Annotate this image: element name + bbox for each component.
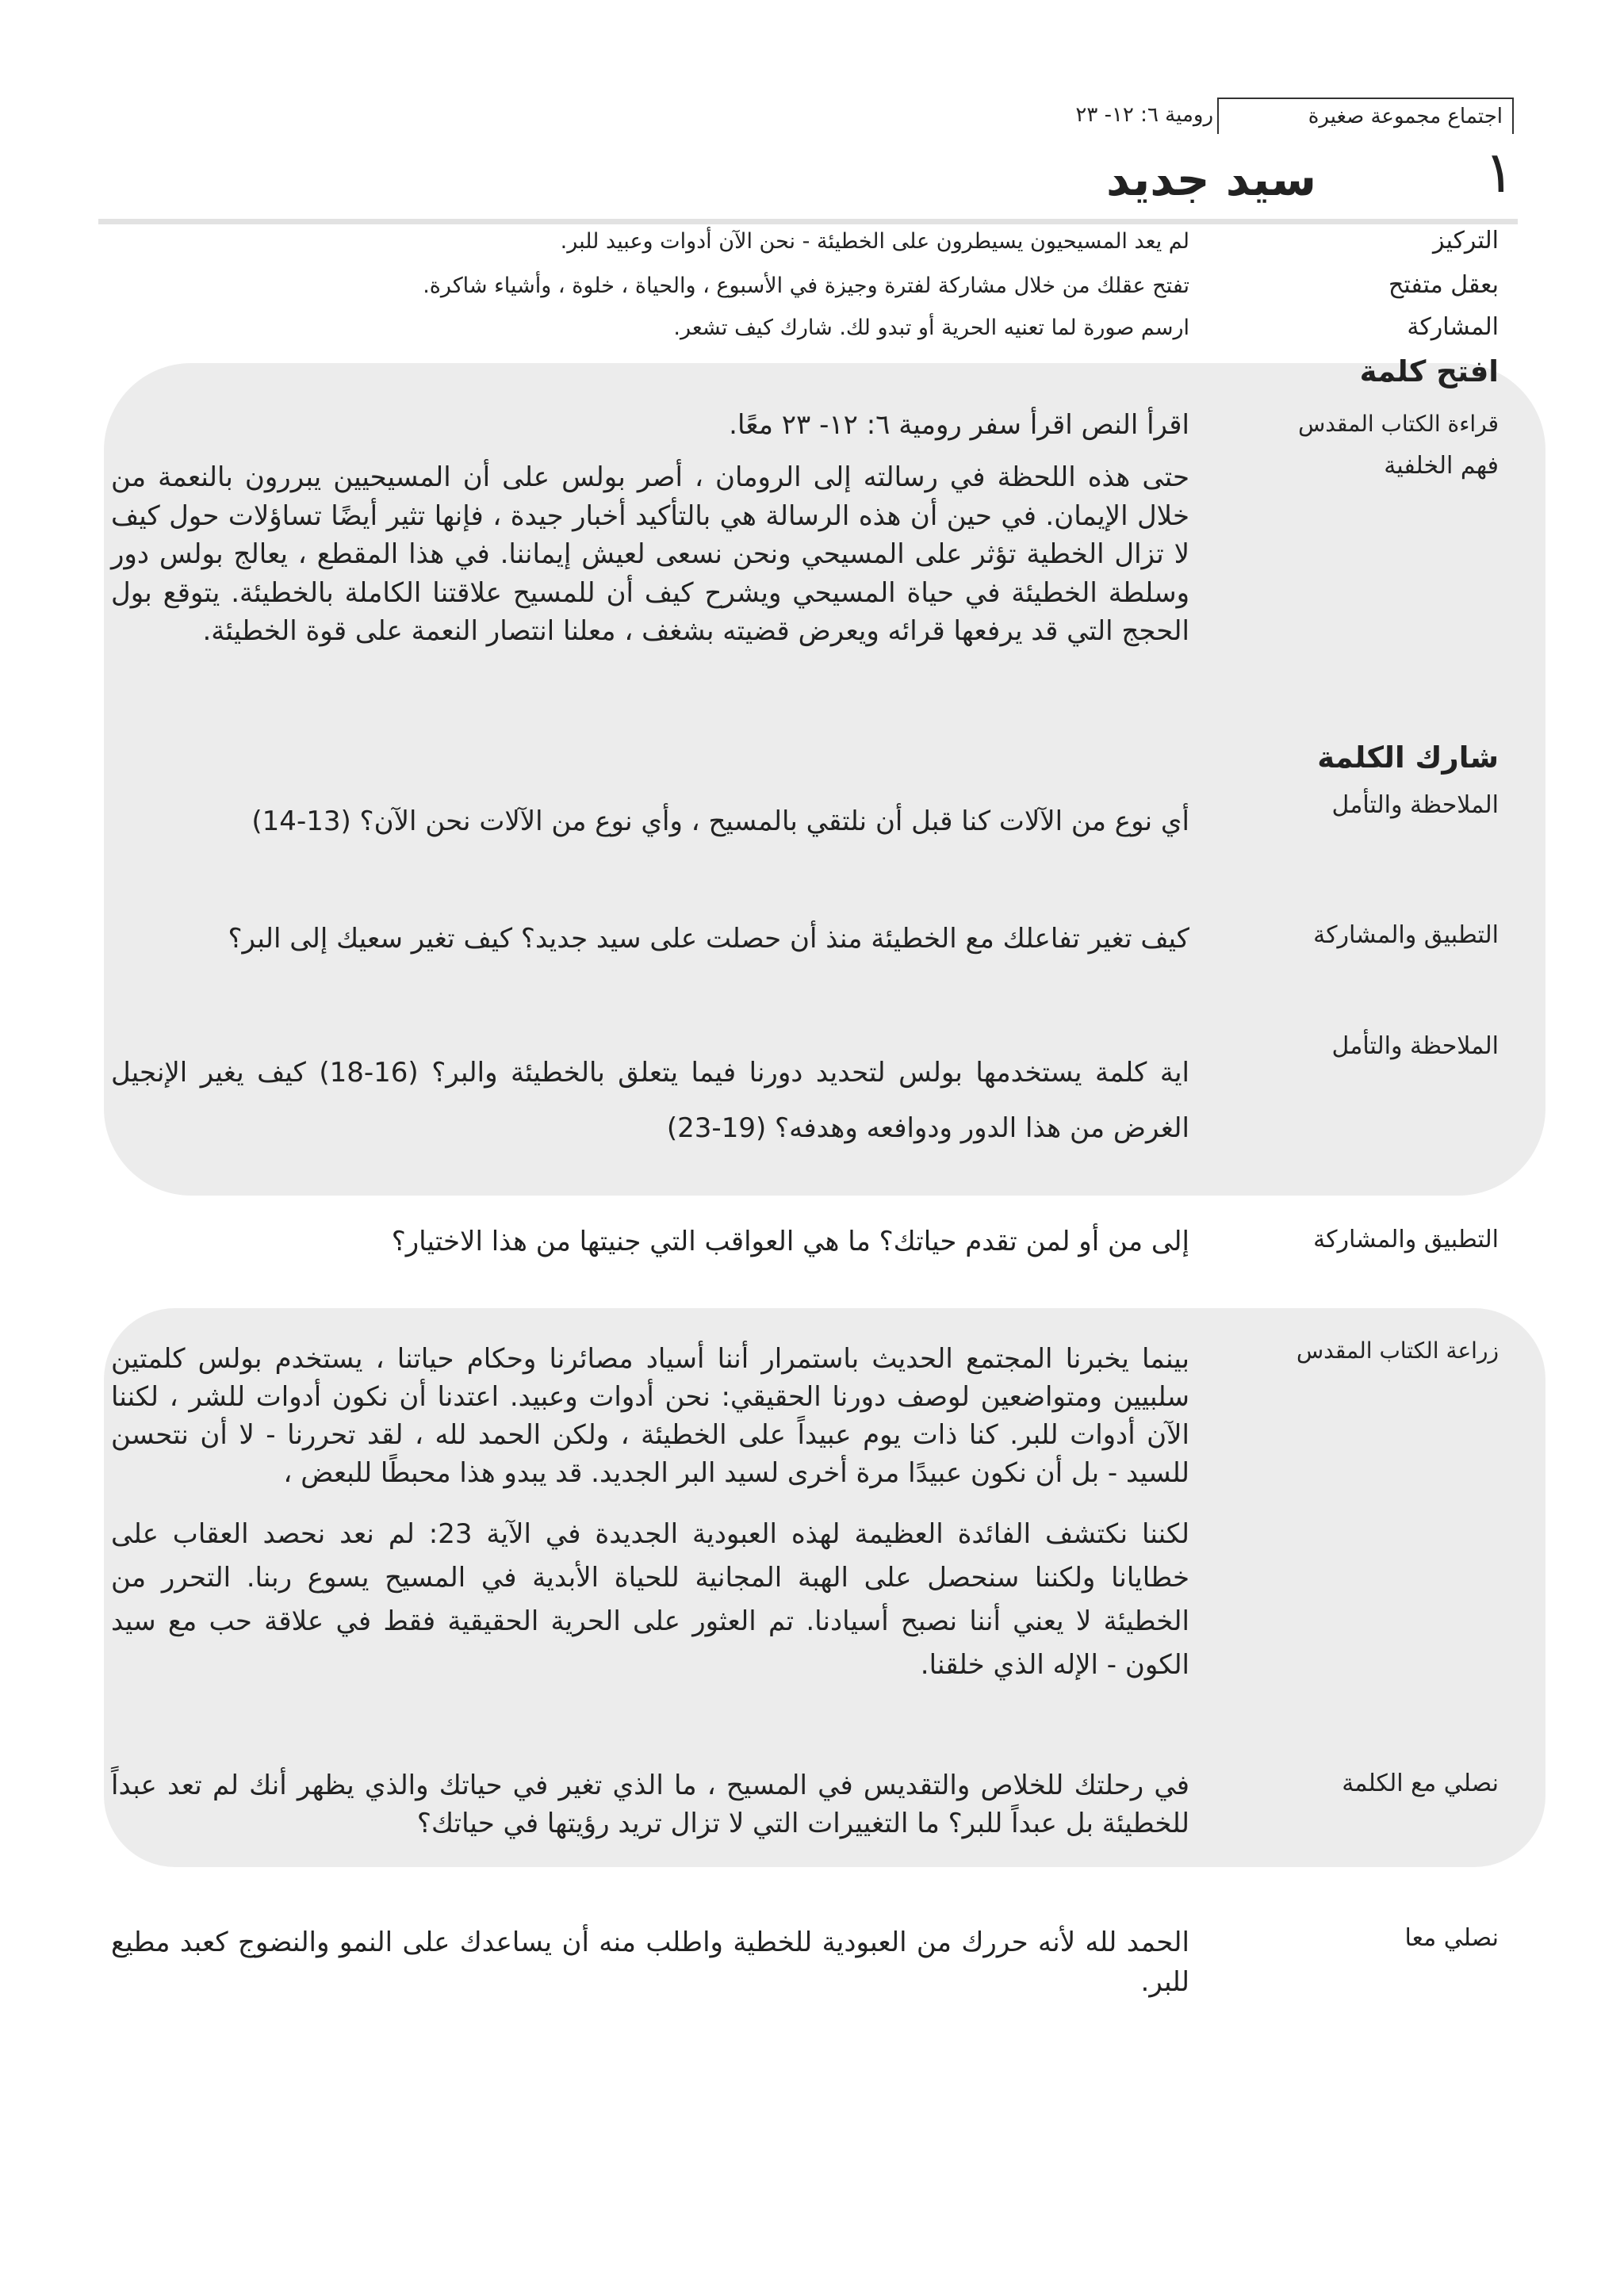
scripture-reference: رومية ٦: ١٢- ٢٣ (1075, 103, 1213, 127)
pray-word-label: نصلي مع الكلمة (1342, 1770, 1499, 1797)
open-mind-text: تفتح عقلك من خلال مشاركة لفترة وجيزة في الأسبوع ، والحياة ، خلوة ، وأشياء شاكرة. (423, 274, 1189, 298)
lesson-number: ١ (1484, 139, 1515, 205)
focus-text: لم يعد المسيحيون يسيطرون على الخطيئة - نحن الآن أدوات وعبيد للبر. (560, 229, 1189, 254)
apply-label-2: التطبيق والمشاركة (1313, 1226, 1499, 1253)
sow-word-label: زراعة الكتاب المقدس (1297, 1337, 1499, 1364)
open-word-heading: افتح كلمة (1359, 354, 1499, 388)
sow-word-paragraph-1: بينما يخبرنا المجتمع الحديث باستمرار أننا أسياد مصائرنا وحكام حياتنا ، يستخدم بولس كلمتين سلبيين ومتواضعين لوصف دورنا الحقيقي: نحن أدوات وعبيد. اعتدنا أن نكون أدوات للشر ، لكننا الآن أدوات للبر. كنا ذات يوم عبيداً على الخطيئة ، ولكن الحمد لله ، لقد تحررنا - لا أن نتحسن للسيد - بل أن نكون عبيدًا مرة أخرى لسيد البر الجديد. قد يبدو هذا محبطًا للبعض ، (111, 1343, 1189, 1489)
background-label: فهم الخلفية (1384, 452, 1499, 480)
observe-question-2: اية كلمة يستخدمها بولس لتحديد دورنا فيما يتعلق بالخطيئة والبر؟ (16-18) كيف يغير الإنجيل الغرض من هذا الدور ودوافعه وهدفه؟ (19-23) (111, 1057, 1189, 1144)
focus-label: التركيز (1433, 227, 1499, 254)
sharing-text: ارسم صورة لما تعنيه الحرية أو تبدو لك. شارك كيف تشعر. (673, 316, 1189, 340)
observe-label-2: الملاحظة والتأمل (1331, 1032, 1499, 1060)
open-mind-label: بعقل متفتح (1388, 271, 1499, 299)
pray-word-text: في رحلتك للخلاص والتقديس في المسيح ، ما الذي تغير في حياتك والذي يظهر أنك لم تعد عبداً للخطيئة بل عبداً للبر؟ ما التغييرات التي لا تزال تريد رؤيتها في حياتك؟ (111, 1770, 1189, 1839)
reading-label: قراءة الكتاب المقدس (1298, 411, 1499, 437)
observe-question-1: أي نوع من الآلات كنا قبل أن نلتقي بالمسيح ، وأي نوع من الآلات نحن الآن؟ (13-14) (251, 806, 1189, 837)
sharing-label: المشاركة (1407, 313, 1499, 341)
share-word-heading: شارك الكلمة (1317, 740, 1499, 775)
reading-text: اقرأ النص اقرأ سفر رومية ٦: ١٢- ٢٣ معًا. (729, 409, 1189, 441)
background-text: حتى هذه اللحظة في رسالته إلى الرومان ، أصر بولس على أن المسيحيين يبررون بالنعمة من خلال الإيمان. في حين أن هذه الرسالة هي بالتأكيد أخبار جيدة ، فإنها تثير أيضًا تساؤلات حول كيف لا تزال الخطية تؤثر على المسيحي ونحن نسعى لعيش إيماننا. في هذا المقطع ، يعالج بولس دور وسلطة الخطيئة في حياة المسيحي ويشرح كيف أن للمسيح علاقتنا الكاملة بالخطيئة. يتوقع بول الحجج التي قد يرفعها قرائه ويعرض قضيته بشغف ، معلنا انتصار النعمة على قوة الخطيئة. (111, 461, 1189, 647)
header-divider (98, 219, 1518, 224)
apply-label-1: التطبيق والمشاركة (1313, 921, 1499, 949)
sow-word-paragraph-2: لكننا نكتشف الفائدة العظيمة لهذه العبودية الجديدة في الآية 23: لم نعد نحصد العقاب على خطايانا ولكننا سنحصل على الهبة المجانية للحياة الأبدية في المسيح يسوع ربنا. التحرر من الخطيئة لا يعني أننا نصبح أسيادنا. تم العثور على الحرية الحقيقية فقط في علاقة حب مع سيد الكون - الإله الذي خلقنا. (111, 1518, 1190, 1681)
pray-together-label: نصلي معا (1404, 1924, 1499, 1952)
apply-question-2: إلى من أو لمن تقدم حياتك؟ ما هي العواقب التي جنيتها من هذا الاختيار؟ (391, 1226, 1189, 1257)
pray-together-text: الحمد لله لأنه حررك من العبودية للخطية واطلب منه أن يساعدك على النمو والنضوج كعبد مطيع للبر. (111, 1927, 1189, 1998)
series-title: اجتماع مجموعة صغيرة (1217, 98, 1514, 134)
observe-label-1: الملاحظة والتأمل (1331, 791, 1499, 819)
lesson-title: سيد جديد (1106, 152, 1316, 206)
apply-question-1: كيف تغير تفاعلك مع الخطيئة منذ أن حصلت على سيد جديد؟ كيف تغير سعيك إلى البر؟ (228, 923, 1189, 955)
